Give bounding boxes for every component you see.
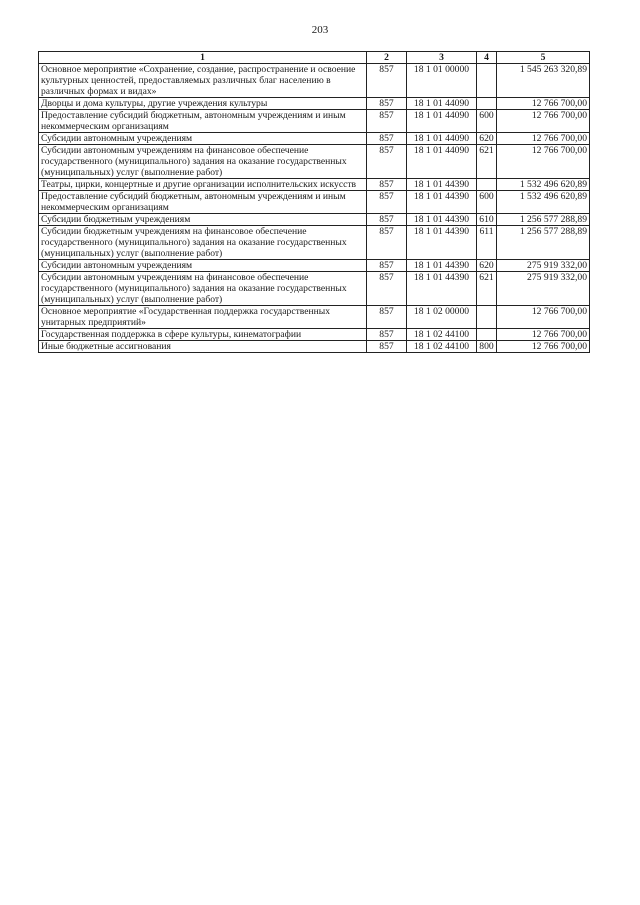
cell-admin-code: 857 (367, 226, 407, 260)
cell-admin-code: 857 (367, 341, 407, 353)
cell-expense-type: 621 (477, 272, 497, 306)
table-row (39, 260, 590, 272)
cell-target-article: 18 1 01 44390 (407, 214, 477, 226)
cell-target-article: 18 1 01 44390 (407, 179, 477, 191)
cell-admin-code: 857 (367, 110, 407, 133)
cell-amount: 1 532 496 620,89 (497, 179, 590, 191)
cell-target-article: 18 1 02 44100 (407, 329, 477, 341)
cell-expense-type: 611 (477, 226, 497, 260)
cell-amount: 12 766 700,00 (497, 341, 590, 353)
cell-expense-type (477, 98, 497, 110)
cell-name: Субсидии автономным учреждениям (39, 260, 367, 272)
cell-expense-type: 621 (477, 145, 497, 179)
cell-amount: 12 766 700,00 (497, 145, 590, 179)
cell-name: Субсидии автономным учреждениям на финансовое обеспечение государственного (муниципального) задания на оказание государственных (муниципальных) услуг (выполнение работ) (39, 272, 367, 306)
cell-target-article: 18 1 01 44090 (407, 133, 477, 145)
cell-name: Дворцы и дома культуры, другие учреждения культуры (39, 98, 367, 110)
cell-admin-code: 857 (367, 260, 407, 272)
cell-expense-type (477, 179, 497, 191)
cell-name: Предоставление субсидий бюджетным, автономным учреждениям и иным некоммерческим организациям (39, 110, 367, 133)
cell-amount: 12 766 700,00 (497, 329, 590, 341)
table-row (39, 64, 590, 98)
table-header (39, 52, 590, 64)
cell-amount: 1 545 263 320,89 (497, 64, 590, 98)
table-row (39, 133, 590, 145)
cell-amount: 1 256 577 288,89 (497, 226, 590, 260)
cell-admin-code: 857 (367, 179, 407, 191)
cell-name: Основное мероприятие «Сохранение, создание, распространение и освоение культурных ценностей, предоставляемых различных благ населению в различных формах и видах» (39, 64, 367, 98)
cell-amount: 1 532 496 620,89 (497, 191, 590, 214)
cell-target-article: 18 1 01 44090 (407, 98, 477, 110)
header-col-3: 3 (407, 52, 477, 64)
cell-target-article: 18 1 02 44100 (407, 341, 477, 353)
cell-admin-code: 857 (367, 191, 407, 214)
cell-expense-type: 610 (477, 214, 497, 226)
cell-name: Основное мероприятие «Государственная поддержка государственных унитарных предприятий» (39, 306, 367, 329)
cell-expense-type: 600 (477, 110, 497, 133)
table-row (39, 179, 590, 191)
cell-admin-code: 857 (367, 98, 407, 110)
cell-admin-code: 857 (367, 306, 407, 329)
cell-amount: 12 766 700,00 (497, 98, 590, 110)
header-col-1: 1 (39, 52, 367, 64)
header-col-5: 5 (497, 52, 590, 64)
cell-name: Театры, цирки, концертные и другие организации исполнительских искусств (39, 179, 367, 191)
header-col-2: 2 (367, 52, 407, 64)
cell-admin-code: 857 (367, 272, 407, 306)
table-row (39, 341, 590, 353)
cell-amount: 12 766 700,00 (497, 110, 590, 133)
cell-amount: 12 766 700,00 (497, 133, 590, 145)
cell-expense-type: 620 (477, 260, 497, 272)
cell-target-article: 18 1 01 44390 (407, 272, 477, 306)
cell-admin-code: 857 (367, 329, 407, 341)
cell-name: Предоставление субсидий бюджетным, автономным учреждениям и иным некоммерческим организациям (39, 191, 367, 214)
cell-admin-code: 857 (367, 133, 407, 145)
header-row (39, 52, 590, 64)
cell-name: Субсидии автономным учреждениям на финансовое обеспечение государственного (муниципального) задания на оказание государственных (муниципальных) услуг (выполнение работ) (39, 145, 367, 179)
cell-amount: 1 256 577 288,89 (497, 214, 590, 226)
cell-target-article: 18 1 02 00000 (407, 306, 477, 329)
cell-amount: 275 919 332,00 (497, 272, 590, 306)
cell-target-article: 18 1 01 44090 (407, 145, 477, 179)
budget-table (38, 51, 590, 353)
cell-name: Субсидии автономным учреждениям (39, 133, 367, 145)
cell-admin-code: 857 (367, 64, 407, 98)
table-row (39, 191, 590, 214)
cell-name: Субсидии бюджетным учреждениям на финансовое обеспечение государственного (муниципального) задания на оказание государственных (муниципальных) услуг (выполнение работ) (39, 226, 367, 260)
cell-target-article: 18 1 01 00000 (407, 64, 477, 98)
cell-target-article: 18 1 01 44390 (407, 226, 477, 260)
cell-expense-type: 620 (477, 133, 497, 145)
cell-name: Иные бюджетные ассигнования (39, 341, 367, 353)
table-row (39, 329, 590, 341)
table-row (39, 110, 590, 133)
table-row (39, 214, 590, 226)
cell-expense-type: 600 (477, 191, 497, 214)
cell-expense-type (477, 329, 497, 341)
cell-target-article: 18 1 01 44390 (407, 191, 477, 214)
cell-expense-type (477, 64, 497, 98)
cell-name: Субсидии бюджетным учреждениям (39, 214, 367, 226)
table-body (39, 64, 590, 353)
header-col-4: 4 (477, 52, 497, 64)
cell-admin-code: 857 (367, 214, 407, 226)
cell-name: Государственная поддержка в сфере культуры, кинематографии (39, 329, 367, 341)
cell-amount: 12 766 700,00 (497, 306, 590, 329)
cell-expense-type (477, 306, 497, 329)
cell-amount: 275 919 332,00 (497, 260, 590, 272)
cell-expense-type: 800 (477, 341, 497, 353)
table-row (39, 226, 590, 260)
table-row (39, 306, 590, 329)
page-number: 203 (311, 24, 329, 36)
table-row (39, 98, 590, 110)
table-row (39, 272, 590, 306)
cell-target-article: 18 1 01 44390 (407, 260, 477, 272)
cell-admin-code: 857 (367, 145, 407, 179)
cell-target-article: 18 1 01 44090 (407, 110, 477, 133)
table-row (39, 145, 590, 179)
